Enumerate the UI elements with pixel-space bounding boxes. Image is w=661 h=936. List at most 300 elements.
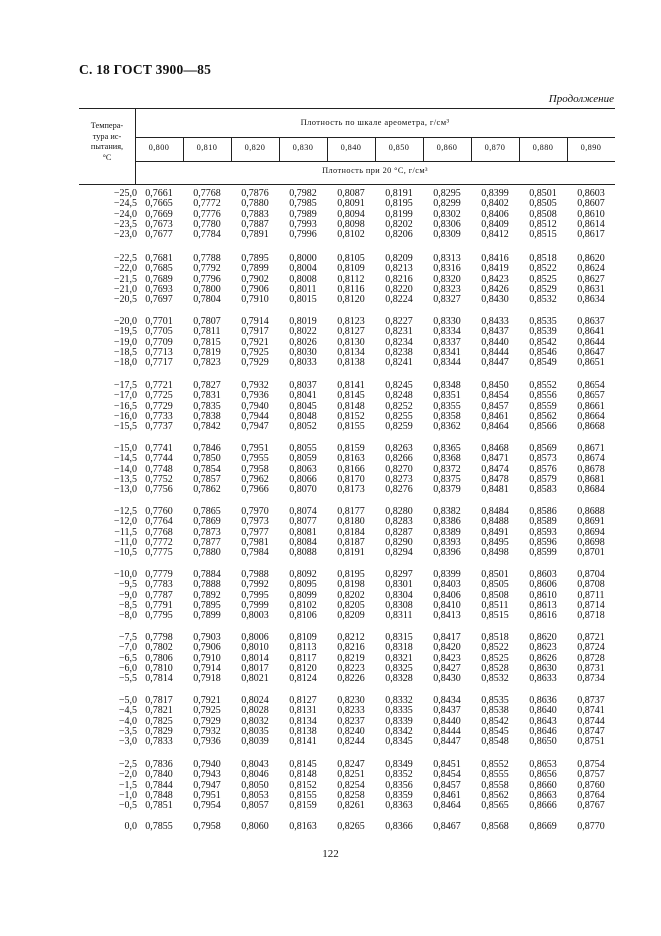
density-cell: 0,8379 bbox=[433, 484, 461, 496]
density-cell: 0,7895 bbox=[193, 599, 221, 611]
density-cell: 0,8334 bbox=[433, 326, 461, 338]
temperature-cell: 0,0 bbox=[124, 821, 137, 832]
density-cell: 0,8131 bbox=[289, 705, 317, 717]
density-cell: 0,8205 bbox=[337, 599, 365, 611]
density-cell: 0,8542 bbox=[529, 336, 557, 348]
density-cell: 0,8409 bbox=[481, 218, 509, 230]
density-cell: 0,8620 bbox=[577, 253, 605, 264]
density-cell: 0,7748 bbox=[145, 463, 173, 475]
density-cell: 0,7814 bbox=[145, 673, 173, 685]
density-cell: 0,8427 bbox=[433, 662, 461, 674]
density-cell: 0,8177 bbox=[337, 506, 365, 517]
density-cell: 0,8063 bbox=[289, 463, 317, 475]
temperature-cell: −24,5 bbox=[113, 198, 137, 210]
density-cell: 0,8419 bbox=[481, 263, 509, 275]
density-cell: 0,8039 bbox=[241, 736, 269, 748]
density-cell: 0,7958 bbox=[193, 821, 221, 832]
density-cell: 0,8053 bbox=[241, 789, 269, 801]
density-cell: 0,8451 bbox=[433, 759, 461, 770]
density-cell: 0,8511 bbox=[481, 599, 509, 611]
density-cell: 0,7936 bbox=[241, 390, 269, 402]
density-cell: 0,8219 bbox=[337, 652, 365, 664]
row-group bbox=[79, 570, 615, 621]
density-cell: 0,8365 bbox=[433, 443, 461, 454]
density-cell: 0,7895 bbox=[241, 253, 269, 264]
density-cell: 0,8403 bbox=[433, 579, 461, 591]
density-cell: 0,8245 bbox=[385, 380, 413, 391]
density-cell: 0,8668 bbox=[577, 421, 605, 433]
density-cell: 0,8528 bbox=[481, 662, 509, 674]
density-cell: 0,8596 bbox=[529, 536, 557, 548]
density-cell: 0,8620 bbox=[529, 632, 557, 643]
density-cell: 0,8617 bbox=[577, 229, 605, 241]
density-cell: 0,8198 bbox=[337, 579, 365, 591]
density-cell: 0,8684 bbox=[577, 484, 605, 496]
density-cell: 0,8026 bbox=[289, 336, 317, 348]
density-cell: 0,8747 bbox=[577, 725, 605, 737]
density-cell: 0,8251 bbox=[337, 769, 365, 781]
temperature-cell: −17,5 bbox=[113, 380, 137, 391]
density-cell: 0,8546 bbox=[529, 346, 557, 358]
density-cell: 0,8478 bbox=[481, 473, 509, 485]
density-cell: 0,8033 bbox=[289, 357, 317, 369]
density-cell: 0,8166 bbox=[337, 463, 365, 475]
density-cell: 0,8258 bbox=[337, 789, 365, 801]
density-cell: 0,8352 bbox=[385, 769, 413, 781]
temperature-column-header bbox=[79, 121, 135, 163]
table-top-rule bbox=[79, 108, 615, 109]
density-cell: 0,8599 bbox=[529, 547, 557, 559]
density-cell: 0,8539 bbox=[529, 326, 557, 338]
density-cell: 0,8247 bbox=[337, 759, 365, 770]
density-cell: 0,8287 bbox=[385, 526, 413, 538]
density-cell: 0,7744 bbox=[145, 453, 173, 465]
column-divider bbox=[327, 137, 328, 161]
temperature-cell: −19,0 bbox=[113, 336, 137, 348]
table-row bbox=[79, 485, 615, 495]
density-cell: 0,7951 bbox=[241, 443, 269, 454]
table-row bbox=[79, 422, 615, 432]
density-cell: 0,8525 bbox=[529, 273, 557, 285]
density-cell: 0,8532 bbox=[529, 294, 557, 306]
density-cell: 0,8341 bbox=[433, 346, 461, 358]
density-cell: 0,8412 bbox=[481, 229, 509, 241]
density-cell: 0,7996 bbox=[289, 229, 317, 241]
column-divider bbox=[519, 137, 520, 161]
density-cell: 0,8437 bbox=[433, 705, 461, 717]
density-cell: 0,8603 bbox=[529, 569, 557, 580]
density-cell: 0,8434 bbox=[433, 695, 461, 706]
density-cell: 0,8283 bbox=[385, 516, 413, 528]
density-cell: 0,7929 bbox=[193, 715, 221, 727]
density-cell: 0,7854 bbox=[193, 463, 221, 475]
density-cell: 0,8095 bbox=[289, 579, 317, 591]
temperature-cell: −22,5 bbox=[113, 253, 137, 264]
density-cell: 0,8671 bbox=[577, 443, 605, 454]
density-cell: 0,7995 bbox=[241, 589, 269, 601]
density-cell: 0,7838 bbox=[193, 410, 221, 422]
density-cell: 0,8678 bbox=[577, 463, 605, 475]
density-cell: 0,8099 bbox=[289, 589, 317, 601]
density-cell: 0,8332 bbox=[385, 695, 413, 706]
density-cell: 0,8102 bbox=[289, 599, 317, 611]
density-cell: 0,7970 bbox=[241, 506, 269, 517]
density-cell: 0,8059 bbox=[289, 453, 317, 465]
temperature-cell: −4,5 bbox=[118, 705, 137, 717]
density-cell: 0,8694 bbox=[577, 526, 605, 538]
density-cell: 0,7669 bbox=[145, 208, 173, 220]
density-cell: 0,8393 bbox=[433, 536, 461, 548]
density-cell: 0,8681 bbox=[577, 473, 605, 485]
density-cell: 0,8505 bbox=[529, 198, 557, 210]
density-cell: 0,8372 bbox=[433, 463, 461, 475]
density-cell: 0,7792 bbox=[193, 263, 221, 275]
table-row bbox=[79, 801, 615, 811]
density-cell: 0,8447 bbox=[433, 736, 461, 748]
density-cell: 0,7846 bbox=[193, 443, 221, 454]
density-cell: 0,8304 bbox=[385, 589, 413, 601]
density-cell: 0,7966 bbox=[241, 484, 269, 496]
density-cell: 0,7842 bbox=[193, 421, 221, 433]
density-cell: 0,8202 bbox=[385, 218, 413, 230]
row-group bbox=[79, 507, 615, 558]
density-cell: 0,8522 bbox=[529, 263, 557, 275]
table-row bbox=[79, 358, 615, 368]
density-cell: 0,7681 bbox=[145, 253, 173, 264]
density-cell: 0,7844 bbox=[145, 779, 173, 791]
density-cell: 0,7851 bbox=[145, 800, 173, 812]
density-cell: 0,8216 bbox=[337, 642, 365, 654]
density-cell: 0,7811 bbox=[193, 326, 221, 338]
density-cell: 0,8316 bbox=[433, 263, 461, 275]
density-cell: 0,8342 bbox=[385, 725, 413, 737]
density-cell: 0,7819 bbox=[193, 346, 221, 358]
density-cell: 0,8669 bbox=[529, 821, 557, 832]
density-cell: 0,8000 bbox=[289, 253, 317, 264]
density-cell: 0,8263 bbox=[385, 443, 413, 454]
density-cell: 0,7709 bbox=[145, 336, 173, 348]
density-cell: 0,7993 bbox=[289, 218, 317, 230]
density-cell: 0,7921 bbox=[193, 695, 221, 706]
density-cell: 0,8362 bbox=[433, 421, 461, 433]
density-cell: 0,8484 bbox=[481, 506, 509, 517]
density-cell: 0,7768 bbox=[193, 188, 221, 199]
column-divider bbox=[183, 137, 184, 161]
temperature-cell: −10,0 bbox=[113, 569, 137, 580]
density-cell: 0,8159 bbox=[337, 443, 365, 454]
density-cell: 0,8616 bbox=[529, 610, 557, 622]
table-row bbox=[79, 674, 615, 684]
density-cell: 0,8113 bbox=[289, 642, 317, 654]
density-cell: 0,8070 bbox=[289, 484, 317, 496]
density-cell: 0,7835 bbox=[193, 400, 221, 412]
density-cell: 0,8491 bbox=[481, 526, 509, 538]
density-cell: 0,8525 bbox=[481, 652, 509, 664]
density-cell: 0,8355 bbox=[433, 400, 461, 412]
density-cell: 0,8234 bbox=[385, 336, 413, 348]
density-cell: 0,8123 bbox=[337, 316, 365, 327]
density-cell: 0,8255 bbox=[385, 410, 413, 422]
density-cell: 0,7883 bbox=[241, 208, 269, 220]
temperature-cell: −17,0 bbox=[113, 390, 137, 402]
density-cell: 0,8529 bbox=[529, 283, 557, 295]
density-cell: 0,7865 bbox=[193, 506, 221, 517]
density-cell: 0,8037 bbox=[289, 380, 317, 391]
density-cell: 0,8450 bbox=[481, 380, 509, 391]
density-cell: 0,8087 bbox=[337, 188, 365, 199]
density-cell: 0,7929 bbox=[241, 357, 269, 369]
density-cell: 0,8718 bbox=[577, 610, 605, 622]
density-cell: 0,8423 bbox=[481, 273, 509, 285]
density-cell: 0,7981 bbox=[241, 536, 269, 548]
density-cell: 0,8120 bbox=[289, 662, 317, 674]
density-cell: 0,7977 bbox=[241, 526, 269, 538]
temperature-cell: −11,0 bbox=[114, 536, 137, 548]
density-cell: 0,7800 bbox=[193, 283, 221, 295]
density-cell: 0,8294 bbox=[385, 547, 413, 559]
density-cell: 0,8349 bbox=[385, 759, 413, 770]
density-cell: 0,8375 bbox=[433, 473, 461, 485]
density-cell: 0,8535 bbox=[529, 316, 557, 327]
temperature-cell: −23,0 bbox=[113, 229, 137, 241]
density-cell: 0,7914 bbox=[241, 316, 269, 327]
density-cell: 0,7783 bbox=[145, 579, 173, 591]
density-cell: 0,8081 bbox=[289, 526, 317, 538]
density-cell: 0,8323 bbox=[433, 283, 461, 295]
density-cell: 0,8233 bbox=[337, 705, 365, 717]
density-cell: 0,8656 bbox=[529, 769, 557, 781]
density-cell: 0,8358 bbox=[433, 410, 461, 422]
density-cell: 0,7988 bbox=[241, 569, 269, 580]
density-cell: 0,7752 bbox=[145, 473, 173, 485]
density-cell: 0,8060 bbox=[241, 821, 269, 832]
table-row bbox=[79, 230, 615, 240]
density-cell: 0,8159 bbox=[289, 800, 317, 812]
density-cell: 0,8134 bbox=[337, 346, 365, 358]
density-cell: 0,8614 bbox=[577, 218, 605, 230]
temperature-cell: −0,5 bbox=[118, 800, 137, 812]
density-cell: 0,8057 bbox=[241, 800, 269, 812]
density-cell: 0,8011 bbox=[289, 283, 317, 295]
density-cell: 0,8474 bbox=[481, 463, 509, 475]
temperature-cell: −5,0 bbox=[118, 695, 137, 706]
density-cell: 0,8321 bbox=[385, 652, 413, 664]
density-cell: 0,8163 bbox=[337, 453, 365, 465]
density-cell: 0,8112 bbox=[337, 273, 365, 285]
density-cell: 0,8302 bbox=[433, 208, 461, 220]
column-divider bbox=[279, 137, 280, 161]
density-cell: 0,8518 bbox=[481, 632, 509, 643]
density-cell: 0,8209 bbox=[385, 253, 413, 264]
density-cell: 0,8701 bbox=[577, 547, 605, 559]
density-cell: 0,8637 bbox=[577, 316, 605, 327]
temperature-cell: −12,5 bbox=[113, 506, 137, 517]
density-cell: 0,8148 bbox=[337, 400, 365, 412]
density-cell: 0,7733 bbox=[145, 410, 173, 422]
density-cell: 0,8191 bbox=[385, 188, 413, 199]
density-cell: 0,8102 bbox=[337, 229, 365, 241]
density-cell: 0,7947 bbox=[241, 421, 269, 433]
table-row bbox=[79, 548, 615, 558]
density-cell: 0,7903 bbox=[193, 632, 221, 643]
temperature-cell: −8,5 bbox=[118, 599, 137, 611]
density-cell: 0,8535 bbox=[481, 695, 509, 706]
temperature-cell: −20,5 bbox=[113, 294, 137, 306]
column-divider bbox=[375, 137, 376, 161]
density-cell: 0,7899 bbox=[193, 610, 221, 622]
density-cell: 0,8396 bbox=[433, 547, 461, 559]
density-cell: 0,8199 bbox=[385, 208, 413, 220]
density-cell: 0,8583 bbox=[529, 484, 557, 496]
density-cell: 0,8315 bbox=[385, 632, 413, 643]
density-cell: 0,8170 bbox=[337, 473, 365, 485]
density-cell: 0,8280 bbox=[385, 506, 413, 517]
density-cell: 0,8091 bbox=[337, 198, 365, 210]
density-cell: 0,8088 bbox=[289, 547, 317, 559]
density-cell: 0,8406 bbox=[433, 589, 461, 601]
density-cell: 0,8663 bbox=[529, 789, 557, 801]
row-group bbox=[79, 381, 615, 432]
density-cell: 0,8254 bbox=[337, 779, 365, 791]
density-cell: 0,8464 bbox=[433, 800, 461, 812]
temperature-cell: −21,5 bbox=[113, 273, 137, 285]
density-cell: 0,8559 bbox=[529, 400, 557, 412]
density-cell: 0,7982 bbox=[289, 188, 317, 199]
density-column-header: 0,840 bbox=[340, 143, 362, 152]
density-cell: 0,8708 bbox=[577, 579, 605, 591]
density-cell: 0,8714 bbox=[577, 599, 605, 611]
table-row bbox=[79, 611, 615, 621]
density-cell: 0,8495 bbox=[481, 536, 509, 548]
density-cell: 0,8325 bbox=[385, 662, 413, 674]
density-cell: 0,8297 bbox=[385, 569, 413, 580]
density-cell: 0,8767 bbox=[577, 800, 605, 812]
density-cell: 0,7932 bbox=[241, 380, 269, 391]
density-cell: 0,8043 bbox=[241, 759, 269, 770]
density-cell: 0,7940 bbox=[193, 759, 221, 770]
density-cell: 0,8626 bbox=[529, 652, 557, 664]
density-cell: 0,8048 bbox=[289, 410, 317, 422]
density-cell: 0,8576 bbox=[529, 463, 557, 475]
density-cell: 0,8661 bbox=[577, 400, 605, 412]
density-cell: 0,8120 bbox=[337, 294, 365, 306]
density-cell: 0,8127 bbox=[289, 695, 317, 706]
density-column-header: 0,850 bbox=[388, 143, 410, 152]
density-cell: 0,8607 bbox=[577, 198, 605, 210]
density-cell: 0,8015 bbox=[289, 294, 317, 306]
density-cell: 0,8636 bbox=[529, 695, 557, 706]
density-cell: 0,7936 bbox=[193, 736, 221, 748]
density-cell: 0,8468 bbox=[481, 443, 509, 454]
temperature-cell: −6,0 bbox=[118, 662, 137, 674]
density-cell: 0,7917 bbox=[241, 326, 269, 338]
density-cell: 0,8413 bbox=[433, 610, 461, 622]
density-cell: 0,8295 bbox=[433, 188, 461, 199]
density-cell: 0,8335 bbox=[385, 705, 413, 717]
density-cell: 0,8545 bbox=[481, 725, 509, 737]
density-cell: 0,8252 bbox=[385, 400, 413, 412]
density-cell: 0,8688 bbox=[577, 506, 605, 517]
density-cell: 0,8202 bbox=[337, 589, 365, 601]
density-cell: 0,8744 bbox=[577, 715, 605, 727]
density-cell: 0,7721 bbox=[145, 380, 173, 391]
density-cell: 0,7940 bbox=[241, 400, 269, 412]
density-cell: 0,8610 bbox=[577, 208, 605, 220]
density-cell: 0,8579 bbox=[529, 473, 557, 485]
density-cell: 0,7848 bbox=[145, 789, 173, 801]
density-cell: 0,7772 bbox=[145, 536, 173, 548]
density-cell: 0,8345 bbox=[385, 736, 413, 748]
density-cell: 0,8508 bbox=[529, 208, 557, 220]
density-cell: 0,8309 bbox=[433, 229, 461, 241]
density-cell: 0,8737 bbox=[577, 695, 605, 706]
density-cell: 0,7944 bbox=[241, 410, 269, 422]
temperature-cell: −8,0 bbox=[118, 610, 137, 622]
density-cell: 0,7775 bbox=[145, 547, 173, 559]
density-cell: 0,8006 bbox=[241, 632, 269, 643]
density-cell: 0,8024 bbox=[241, 695, 269, 706]
density-cell: 0,8573 bbox=[529, 453, 557, 465]
density-cell: 0,8216 bbox=[385, 273, 413, 285]
temperature-cell: −3,5 bbox=[118, 725, 137, 737]
temperature-cell: −7,5 bbox=[118, 632, 137, 643]
density-cell: 0,8461 bbox=[433, 789, 461, 801]
density-cell: 0,7921 bbox=[241, 336, 269, 348]
density-cell: 0,7705 bbox=[145, 326, 173, 338]
density-cell: 0,8230 bbox=[337, 695, 365, 706]
density-cell: 0,8155 bbox=[289, 789, 317, 801]
density-cell: 0,7984 bbox=[241, 547, 269, 559]
density-cell: 0,7833 bbox=[145, 736, 173, 748]
density-cell: 0,7892 bbox=[193, 589, 221, 601]
density-cell: 0,8141 bbox=[337, 380, 365, 391]
density-cell: 0,7992 bbox=[241, 579, 269, 591]
density-cell: 0,8084 bbox=[289, 536, 317, 548]
density-cell: 0,7817 bbox=[145, 695, 173, 706]
density-cell: 0,8248 bbox=[385, 390, 413, 402]
density-cell: 0,8366 bbox=[385, 821, 413, 832]
density-cell: 0,8454 bbox=[433, 769, 461, 781]
temperature-cell: −2,5 bbox=[118, 759, 137, 770]
temperature-cell: −6,5 bbox=[118, 652, 137, 664]
density-cell: 0,8266 bbox=[385, 453, 413, 465]
temperature-cell: −16,0 bbox=[113, 410, 137, 422]
density-cell: 0,8440 bbox=[433, 715, 461, 727]
density-cell: 0,7906 bbox=[193, 642, 221, 654]
row-group bbox=[79, 254, 615, 305]
density-cell: 0,8173 bbox=[337, 484, 365, 496]
density-cell: 0,8764 bbox=[577, 789, 605, 801]
page-title: С. 18 ГОСТ 3900—85 bbox=[79, 62, 212, 77]
density-cell: 0,7784 bbox=[193, 229, 221, 241]
density-cell: 0,8698 bbox=[577, 536, 605, 548]
temperature-cell: −10,5 bbox=[113, 547, 137, 559]
density-at-20-header: Плотность при 20 °С, г/см³ bbox=[322, 166, 428, 175]
density-cell: 0,8041 bbox=[289, 390, 317, 402]
density-cell: 0,8666 bbox=[529, 800, 557, 812]
density-cell: 0,8641 bbox=[577, 326, 605, 338]
density-cell: 0,8382 bbox=[433, 506, 461, 517]
density-cell: 0,7880 bbox=[193, 547, 221, 559]
density-cell: 0,8337 bbox=[433, 336, 461, 348]
temperature-cell: −5,5 bbox=[118, 673, 137, 685]
density-cell: 0,8238 bbox=[385, 346, 413, 358]
density-cell: 0,7918 bbox=[193, 673, 221, 685]
density-cell: 0,8674 bbox=[577, 453, 605, 465]
density-cell: 0,8728 bbox=[577, 652, 605, 664]
density-cell: 0,7798 bbox=[145, 632, 173, 643]
density-cell: 0,8152 bbox=[289, 779, 317, 791]
